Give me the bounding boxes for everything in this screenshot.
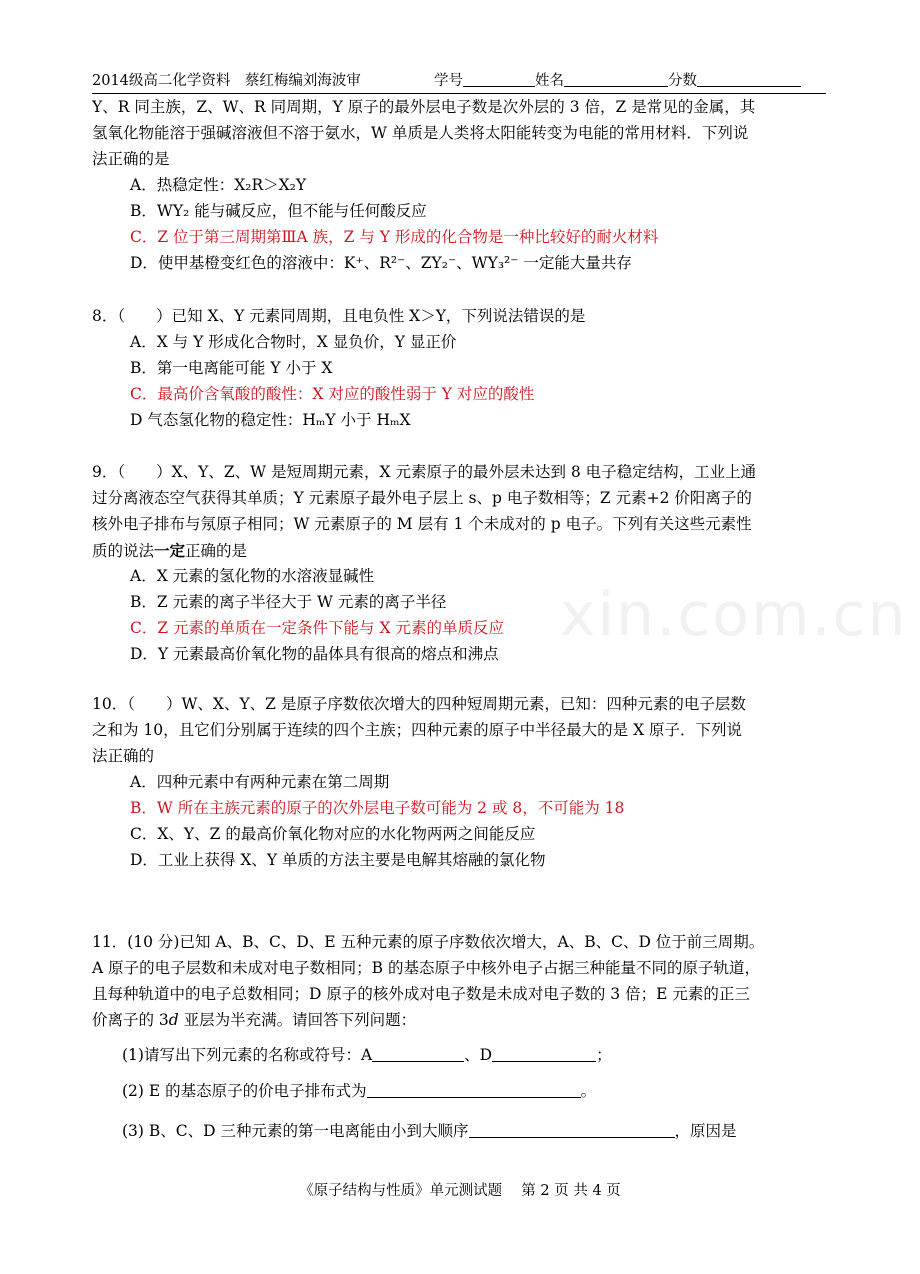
q10-option-a: A．四种元素中有两种元素在第二周期 [130,773,390,791]
q10-option-b-answer: B．W 所在主族元素的原子的次外层电子数可能为 2 或 8，不可能为 18 [130,799,625,817]
watermark: xin.com.cn [560,580,908,650]
q11-subquestion-1 [122,1047,612,1064]
q8-option-a: A．X 与 Y 形成化合物时，X 显负价，Y 显正价 [130,333,457,351]
q9-line4-end: 正确的是 [185,542,248,560]
q9-emphasis: 一定 [154,541,186,560]
score-field[interactable] [697,72,801,87]
q11-d-subshell: d [168,1011,179,1029]
q9-stem-line-4 [92,543,247,560]
q11-sub2-prompt: (2) E 的基态原子的价电子排布式为 [122,1082,367,1100]
q10-option-c: C．X、Y、Z 的最高价氧化物对应的水化物两两之间能反应 [130,825,536,843]
q9-stem-line-3: 核外电子排布与氖原子相同；W 元素原子的 M 层有 1 个未成对的 p 电子。下列有关这些元素性 [92,515,752,533]
q11-subquestion-3 [122,1123,737,1140]
header-score-label: 分数 [668,73,697,89]
q8-option-c-answer: C．最高价含氧酸的酸性：X 对应的酸性弱于 Y 对应的酸性 [130,385,535,403]
q10-stem-line-1: 10．（ ）W、X、Y、Z 是原子序数依次增大的四种短周期元素，已知：四种元素的电子层数 [92,695,746,713]
q7-option-d: D．使甲基橙变红色的溶液中：K⁺、R²⁻、ZY₂⁻、WY₃²⁻ 一定能大量共存 [130,254,632,272]
q9-option-a: A．X 元素的氢化物的水溶液显碱性 [130,567,375,585]
q11-sub1-prompt: (1)请写出下列元素的名称或符号：A [122,1046,373,1064]
q11-sub3-end: ，原因是 [674,1122,737,1140]
q10-option-d: D．工业上获得 X、Y 单质的方法主要是电解其熔融的氯化物 [130,851,546,869]
name-field[interactable] [564,72,668,87]
q11-stem-line-3: 且每种轨道中的电子总数相同；D 原子的核外成对电子数是未成对电子数的 3 倍；E 元素的正三 [92,985,750,1003]
q10-stem-line-2: 之和为 10，且它们分别属于连续的四个主族；四种元素的原子中半径最大的是 X 原子．下列说 [92,721,743,739]
q9-stem-line-1: 9．（ ）X、Y、Z、W 是短周期元素，X 元素原子的最外层未达到 8 电子稳定结构，工业上通 [92,463,757,481]
header-name-label: 姓名 [535,73,564,89]
header-student-no-label: 学号 [434,73,463,89]
q9-option-b: B．Z 元素的离子半径大于 W 元素的离子半径 [130,593,447,611]
header-course-info: 2014级高二化学资料 蔡红梅编刘海波审 [92,73,361,89]
q8-stem: 8．（ ）已知 X、Y 元素同周期，且电负性 X＞Y，下列说法错误的是 [92,307,586,325]
q11-sub2-end: 。 [580,1082,597,1100]
q7-option-b: B．WY₂ 能与碱反应，但不能与任何酸反应 [130,202,427,220]
q11-stem-line-4 [92,1013,416,1029]
q9-stem-line-2: 过分离液态空气获得其单质；Y 元素原子最外电子层上 s、p 电子数相等；Z 元素+2 价阳离子的 [92,489,752,507]
student-no-field[interactable] [463,72,535,87]
q9-option-d: D．Y 元素最高价氧化物的晶体具有很高的熔点和沸点 [130,645,499,663]
page-header [92,72,826,94]
q9-option-c-answer: C．Z 元素的单质在一定条件下能与 X 元素的单质反应 [130,619,504,637]
q11-sub1-mid: 、D [464,1046,493,1064]
answer-blank-e-config[interactable] [367,1083,581,1098]
q11-subquestion-2 [122,1083,596,1100]
answer-blank-a[interactable] [372,1047,464,1062]
page-footer: 《原子结构与性质》单元测试题 第 2 页 共 4 页 [299,1183,621,1199]
q9-line4-text: 质的说法 [92,542,155,560]
q11-stem-line-2: A 原子的电子层数和未成对电子数相同；B 的基态原子中核外电子占据三种能量不同的原子轨道， [92,959,760,977]
q10-stem-line-3: 法正确的 [92,747,155,765]
q7-option-c-answer: C．Z 位于第三周期第ⅢA 族，Z 与 Y 形成的化合物是一种比较好的耐火材料 [130,228,659,246]
answer-blank-d[interactable] [492,1047,596,1062]
q7-stem-line-1: Y、R 同主族，Z、W、R 同周期，Y 原子的最外层电子数是次外层的 3 倍，Z 是常见的金属，其 [92,98,756,116]
answer-blank-ionization-order[interactable] [469,1123,675,1138]
q11-sub3-prompt: (3) B、C、D 三种元素的第一电离能由小到大顺序 [122,1122,469,1140]
q7-option-a: A．热稳定性：X₂R＞X₂Y [130,176,307,194]
q8-option-b: B．第一电离能可能 Y 小于 X [130,359,333,377]
q11-line4-end: 亚层为半充满。请回答下列问题： [178,1011,417,1029]
q7-stem-line-3: 法正确的是 [92,150,170,168]
q11-sub1-end: ； [596,1046,612,1064]
q7-stem-line-2: 氢氧化物能溶于强碱溶液但不溶于氨水，W 单质是人类将太阳能转变为电能的常用材料．下列说 [92,124,749,142]
q11-stem-line-1: 11．(10 分)已知 A、B、C、D、E 五种元素的原子序数依次增大，A、B、C、D 位于前三周期。 [92,933,765,951]
q8-option-d: D 气态氢化物的稳定性：HₘY 小于 HₘX [130,411,411,429]
q11-line4-text: 价离子的 3 [92,1011,169,1029]
